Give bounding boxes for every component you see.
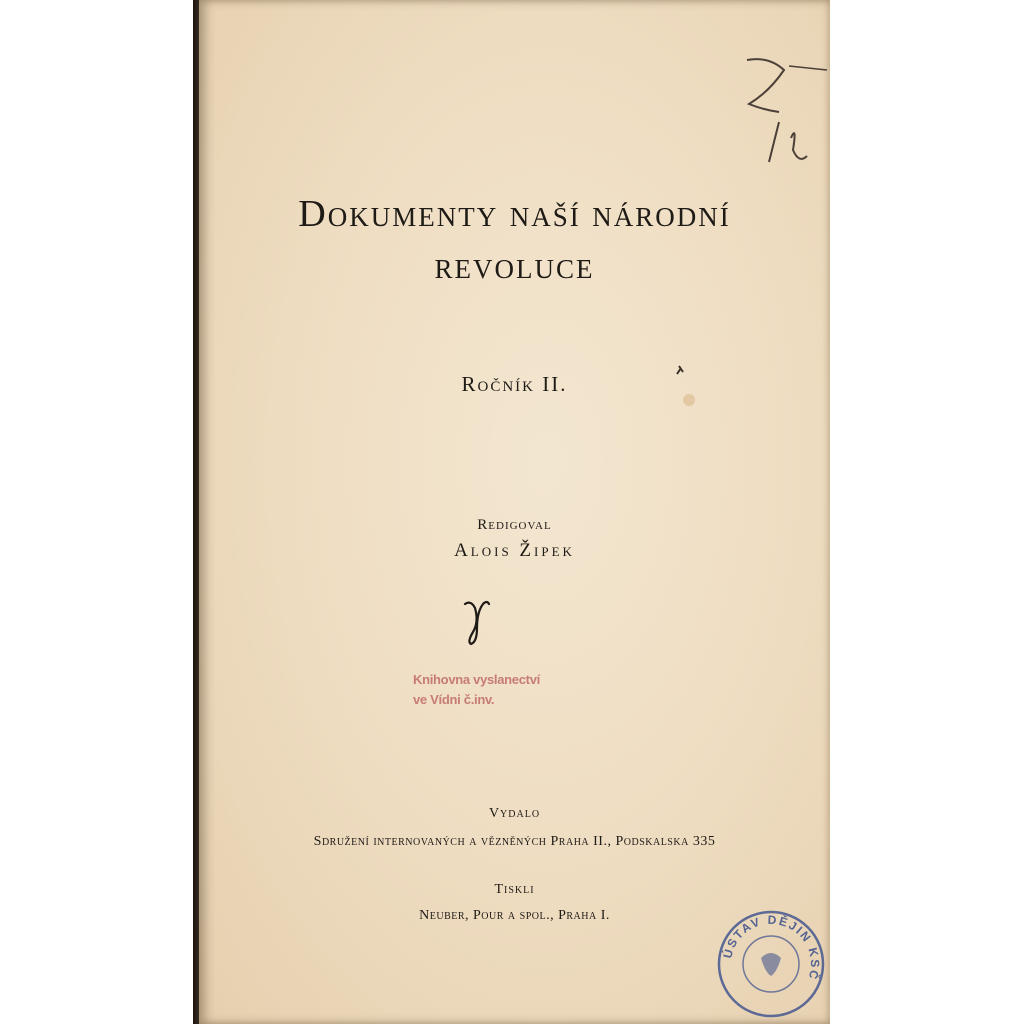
publisher-name: Sdružení internovaných a vězněných Praha II., Podskalska 335 [313, 834, 716, 849]
title-line-1: Dokumenty naší národní [298, 193, 731, 235]
volume-number: Ročník II. [461, 372, 568, 396]
editor-name: Alois Žipek [454, 540, 575, 561]
round-stamp-text: ÚSTAV DĚJIN KSČ [720, 912, 823, 983]
library-stamp-line-1: Knihovna vyslanectví [413, 672, 540, 687]
book-title [199, 188, 830, 292]
handwritten-shelf-mark [739, 52, 829, 172]
publisher-label: Vydalo [488, 806, 541, 821]
title-page [199, 0, 830, 1024]
round-institution-stamp [715, 908, 827, 1020]
library-stamp [413, 670, 603, 710]
ink-speck [671, 362, 701, 412]
title-line-2: revoluce [434, 245, 595, 287]
library-stamp-line-2: ve Vídni č.inv. [413, 692, 495, 707]
printer-label: Tiskli [494, 882, 535, 897]
printer-name: Neuber, Pour a spol., Praha I. [419, 908, 610, 923]
editor-label: Redigoval [477, 517, 552, 533]
publisher-ornament-icon [461, 598, 491, 646]
